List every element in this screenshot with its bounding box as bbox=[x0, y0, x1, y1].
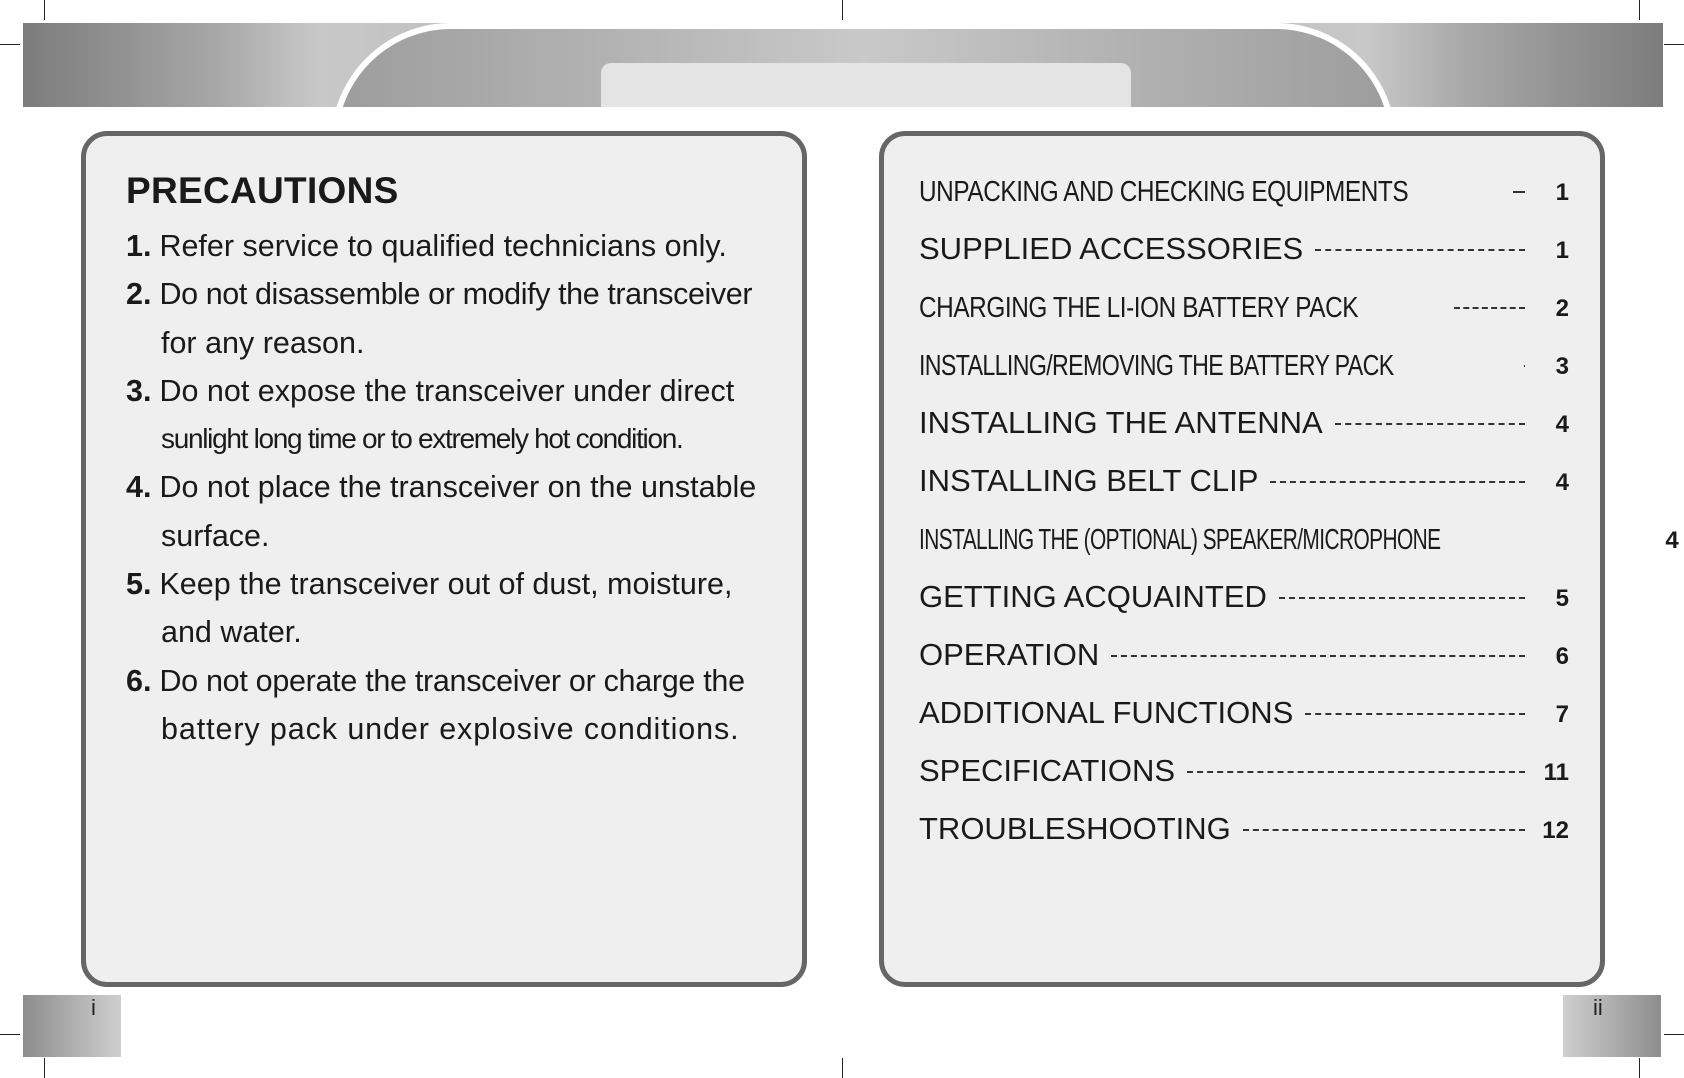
toc-entry-label: INSTALLING THE ANTENNA bbox=[919, 405, 1323, 440]
toc-entry-label: INSTALLING THE (OPTIONAL) SPEAKER/MICROPHONE bbox=[919, 524, 1441, 556]
toc-leader-dashes bbox=[1111, 655, 1525, 657]
toc-leader-dashes bbox=[1315, 249, 1525, 251]
toc-leader-dashes bbox=[1279, 597, 1525, 599]
toc-leader-dashes bbox=[1524, 365, 1525, 367]
precaution-text: Keep the transceiver out of dust, moisture, bbox=[159, 567, 733, 602]
precaution-text: Refer service to qualified technicians only. bbox=[159, 229, 727, 263]
toc-entry-page: 1 bbox=[1555, 179, 1569, 206]
toc-leader-dashes bbox=[1454, 307, 1525, 309]
precaution-text: Do not expose the transceiver under direct bbox=[159, 373, 735, 408]
crop-mark bbox=[842, 1058, 843, 1078]
toc-entry-page: 12 bbox=[1542, 817, 1569, 844]
toc-entry[interactable] bbox=[919, 799, 1569, 857]
precaution-text-continued: sunlight long time or to extremely hot condition. bbox=[161, 423, 683, 455]
precaution-item-3 bbox=[126, 367, 774, 464]
precaution-number: 1. bbox=[126, 229, 152, 263]
precaution-text-continued: for any reason. bbox=[161, 325, 365, 360]
toc-entry-label: GETTING ACQUAINTED bbox=[919, 579, 1267, 614]
precaution-item-1 bbox=[126, 222, 774, 270]
crop-mark bbox=[1639, 1058, 1640, 1078]
precaution-number: 4. bbox=[126, 470, 152, 505]
crop-mark bbox=[0, 1034, 20, 1035]
footer-left bbox=[23, 995, 121, 1057]
precautions-title: PRECAUTIONS bbox=[126, 170, 399, 211]
toc-leader-dashes bbox=[1187, 771, 1525, 773]
precautions-panel bbox=[81, 131, 807, 987]
toc-entry-label: SPECIFICATIONS bbox=[919, 753, 1176, 788]
page-number-left: i bbox=[91, 995, 96, 1020]
header-tab bbox=[601, 63, 1131, 107]
toc-entry-label: INSTALLING BELT CLIP bbox=[919, 463, 1259, 498]
crop-mark bbox=[842, 0, 843, 20]
header-band bbox=[23, 23, 1663, 107]
toc-leader-dashes bbox=[1335, 423, 1525, 425]
contents-panel bbox=[879, 131, 1679, 987]
toc-entry-label: SUPPLIED ACCESSORIES bbox=[919, 231, 1304, 266]
precaution-text: Do not disassemble or modify the transceiver bbox=[159, 277, 753, 312]
toc-entry-page: 3 bbox=[1555, 353, 1569, 380]
precaution-item-5 bbox=[126, 560, 774, 657]
precaution-item-4 bbox=[126, 463, 774, 560]
crop-mark bbox=[1639, 0, 1640, 20]
precaution-text-continued: and water. bbox=[161, 615, 302, 650]
toc-entry-page: 11 bbox=[1543, 759, 1569, 786]
toc-entry-page: 5 bbox=[1555, 585, 1569, 612]
toc-entry-label: OPERATION bbox=[919, 637, 1100, 672]
toc-entry-page: 4 bbox=[1555, 411, 1569, 438]
precaution-number: 2. bbox=[126, 277, 152, 312]
toc-leader-dashes bbox=[1305, 713, 1525, 715]
precaution-text: Do not place the transceiver on the unstable bbox=[159, 470, 757, 505]
precaution-item-6 bbox=[126, 657, 774, 754]
crop-mark bbox=[44, 1058, 45, 1078]
toc-leader-dashes bbox=[1243, 829, 1525, 831]
toc-entry-page: 2 bbox=[1555, 295, 1569, 322]
precaution-text-continued: surface. bbox=[161, 518, 270, 553]
precaution-text-continued: battery pack under explosive conditions. bbox=[161, 711, 740, 746]
toc-entry-page: 4 bbox=[1555, 469, 1569, 496]
precaution-number: 6. bbox=[126, 663, 152, 698]
toc-leader-dashes bbox=[1270, 481, 1525, 483]
toc-entry-label: INSTALLING/REMOVING THE BATTERY PACK bbox=[919, 350, 1394, 382]
toc-entry-label: ADDITIONAL FUNCTIONS bbox=[919, 695, 1294, 730]
crop-mark bbox=[1664, 44, 1684, 45]
crop-mark bbox=[0, 44, 20, 45]
toc-entry[interactable] bbox=[919, 161, 1569, 219]
table-of-contents bbox=[919, 161, 1679, 857]
footer-right bbox=[1563, 995, 1661, 1057]
toc-entry[interactable] bbox=[919, 219, 1569, 277]
precaution-text: Do not operate the transceiver or charge the bbox=[159, 663, 745, 698]
toc-entry[interactable] bbox=[919, 741, 1569, 799]
toc-entry-page: 7 bbox=[1555, 701, 1569, 728]
page-number-right: ii bbox=[1593, 995, 1603, 1020]
toc-entry[interactable] bbox=[919, 509, 1679, 567]
toc-entry-page: 1 bbox=[1555, 237, 1569, 264]
precaution-item-2 bbox=[126, 270, 774, 367]
toc-entry[interactable] bbox=[919, 567, 1569, 625]
toc-entry[interactable] bbox=[919, 451, 1569, 509]
toc-entry-page: 4 bbox=[1665, 527, 1679, 554]
toc-entry-label: TROUBLESHOOTING bbox=[919, 811, 1231, 846]
toc-entry[interactable] bbox=[919, 625, 1569, 683]
precaution-number: 5. bbox=[126, 567, 152, 602]
toc-entry-page: 6 bbox=[1555, 643, 1569, 670]
crop-mark bbox=[1664, 1034, 1684, 1035]
toc-entry[interactable] bbox=[919, 277, 1569, 335]
toc-entry[interactable] bbox=[919, 393, 1569, 451]
toc-entry[interactable] bbox=[919, 683, 1569, 741]
toc-entry[interactable] bbox=[919, 335, 1569, 393]
toc-entry-label: CHARGING THE LI-ION BATTERY PACK bbox=[919, 292, 1359, 324]
precautions-list bbox=[126, 222, 774, 753]
precaution-number: 3. bbox=[126, 373, 152, 408]
crop-mark bbox=[44, 0, 45, 20]
toc-entry-label: UNPACKING AND CHECKING EQUIPMENTS bbox=[919, 176, 1409, 208]
toc-leader-dashes bbox=[1513, 191, 1525, 193]
